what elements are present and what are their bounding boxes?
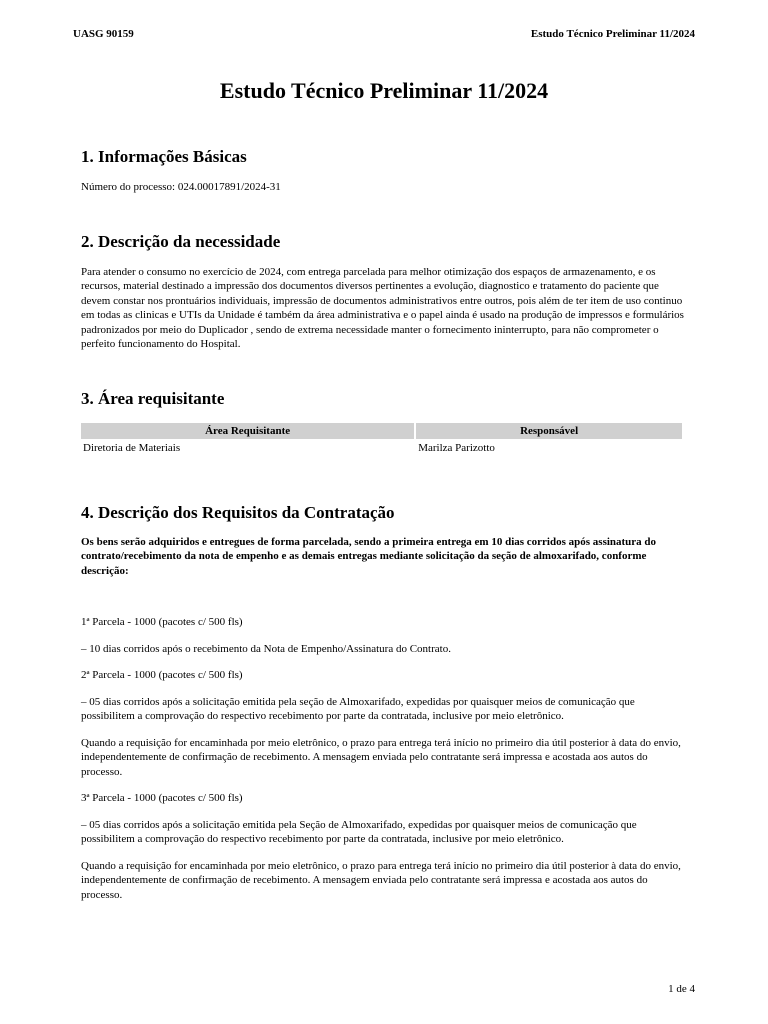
requesting-area-table: [79, 423, 684, 455]
page-number: 1 de 4: [668, 983, 695, 995]
parcel-1-title: 1ª Parcela - 1000 (pacotes c/ 500 fls): [81, 616, 243, 628]
parcel-3-title: 3ª Parcela - 1000 (pacotes c/ 500 fls): [81, 792, 243, 804]
running-header: [73, 28, 695, 40]
table-header-row: [81, 423, 682, 439]
parcel-3-electronic-note: Quando a requisição for encaminhada por meio eletrônico, o prazo para entrega terá início no primeiro dia útil posterior à data do envio, independentemente de confirmação de recebimento. A mensagem enviada pelo contratante será impressa e acostada aos autos do processo.: [81, 859, 681, 901]
table-cell-responsible: Marilza Parizotto: [418, 441, 495, 454]
parcel-3-deadline: – 05 dias corridos após a solicitação emitida pela Seção de Almoxarifado, expedidas por quaisquer meios de comunicação que possibilitem a comprovação do respectivo recebimento por parte da contratada, inclusive por meio eletrônico.: [81, 818, 637, 845]
section-4-heading: 4. Descrição dos Requisitos da Contratação: [81, 502, 395, 522]
table-cell-area: Diretoria de Materiais: [83, 441, 181, 454]
section-3-heading: 3. Área requisitante: [81, 388, 225, 408]
process-number: Número do processo: 024.00017891/2024-31: [81, 181, 281, 193]
document-body: [81, 146, 686, 902]
need-description: Para atender o consumo no exercício de 2024, com entrega parcelada para melhor otimização dos espaços de armazenamento, e os recursos, material destinado a impressão dos documentos diversos pertinentes a evolução, diagnostico e tratamento do paciente que devem constar nos prontuários individuais, impressão de documentos administrativos entre outros, pois além de ter item de uso continuo em todas as clinicas e UTIs da Unidade é também da área administrativa e o papel ainda é usado na produção de impressos e formulários padronizados por meio do Duplicador , sendo de extrema necessidade manter o fornecimento ininterrupto, para não comprometer o perfeito funcionamento do Hospital.: [81, 265, 684, 350]
section-1-heading: 1. Informações Básicas: [81, 147, 247, 166]
parcel-1-deadline: – 10 dias corridos após o recebimento da Nota de Empenho/Assinatura do Contrato.: [81, 642, 451, 655]
table-row: [81, 439, 682, 455]
header-doc-name: Estudo Técnico Preliminar 11/2024: [530, 28, 695, 40]
parcel-2-deadline: – 05 dias corridos após a solicitação emitida pela seção de Almoxarifado, expedidas por quaisquer meios de comunicação que possibilitem a comprovação do respectivo recebimento por parte da contratada, inclusive por meio eletrônico.: [81, 695, 635, 722]
requirements-intro: Os bens serão adquiridos e entregues de forma parcelada, sendo a primeira entrega em 10 dias corridos após assinatura do contrato/recebimento da nota de empenho e as demais entregas mediante solicitação da seção de almoxarifado, conforme descrição:: [81, 535, 657, 577]
header-uasg: UASG 90159: [73, 28, 134, 40]
parcel-2-title: 2ª Parcela - 1000 (pacotes c/ 500 fls): [81, 669, 243, 681]
section-2-heading: 2. Descrição da necessidade: [81, 231, 281, 251]
table-header-responsible: Responsável: [416, 423, 682, 439]
table-header-area: Área Requisitante: [81, 423, 414, 439]
parcel-2-electronic-note: Quando a requisição for encaminhada por meio eletrônico, o prazo para entrega terá início no primeiro dia útil posterior à data do envio, independentemente de confirmação de recebimento. A mensagem enviada pelo contratante será impressa e acostada aos autos do processo.: [81, 736, 681, 778]
document-title: Estudo Técnico Preliminar 11/2024: [219, 78, 549, 103]
